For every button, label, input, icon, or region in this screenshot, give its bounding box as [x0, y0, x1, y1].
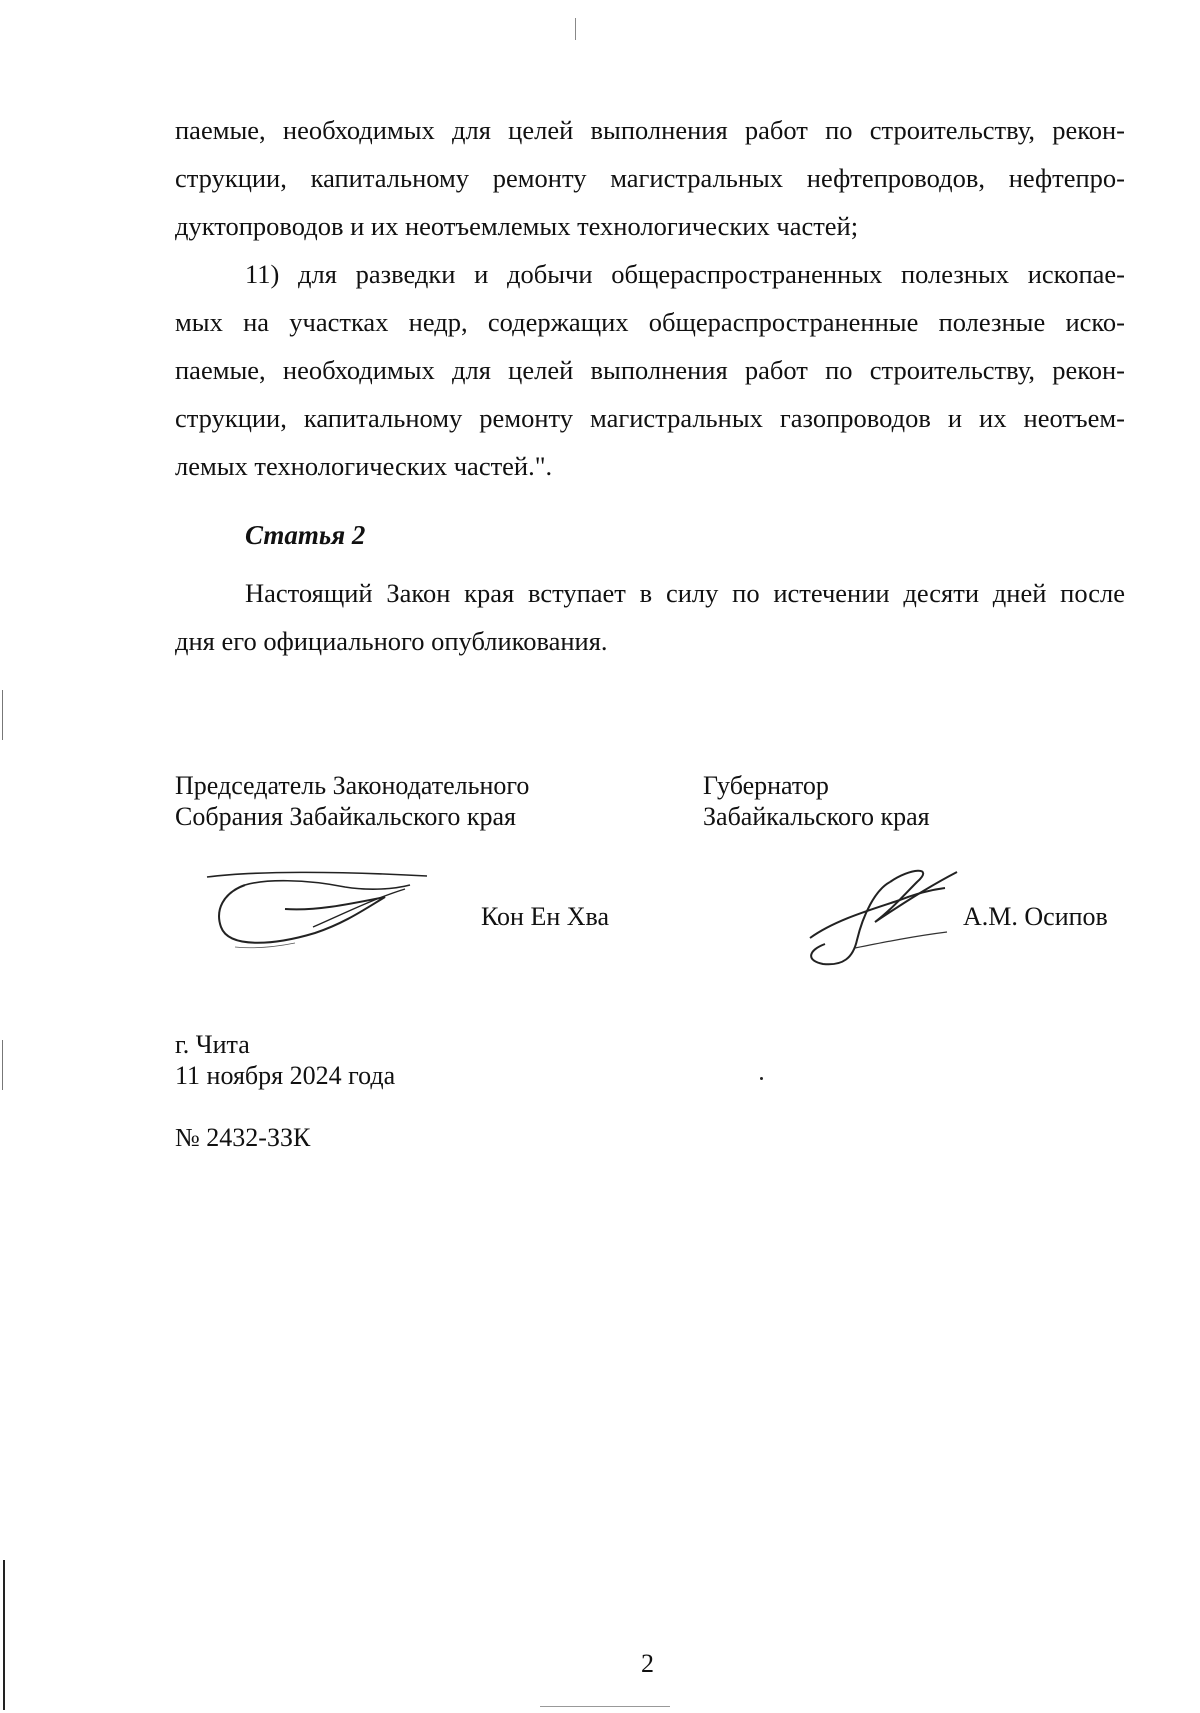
- scan-artifact: [2, 690, 3, 740]
- left-title-line2: Собрания Забайкальского края: [175, 802, 516, 831]
- document-number: № 2432-ЗЗК: [175, 1123, 311, 1152]
- paragraph-item-10: [175, 106, 1125, 250]
- text-line: струкции, капитальному ремонту магистральных газопроводов и их неотъем-: [175, 403, 1125, 433]
- text-line: струкции, капитальному ремонту магистральных нефтепроводов, нефтепро-: [175, 163, 1125, 193]
- text-line: 11) для разведки и добычи общераспространенных полезных ископае-: [245, 259, 1125, 289]
- paragraph-item-11: [175, 250, 1125, 490]
- right-title-line2: Забайкальского края: [703, 802, 930, 831]
- article-text: [175, 569, 1125, 665]
- text-line: Настоящий Закон края вступает в силу по истечении десяти дней после: [245, 578, 1125, 608]
- text-line: дня его официального опубликования.: [175, 626, 608, 656]
- right-signatory-name: А.М. Осипов: [963, 902, 1108, 931]
- place: г. Чита: [175, 1030, 250, 1059]
- date: 11 ноября 2024 года: [175, 1061, 396, 1090]
- text-line: паемые, необходимых для целей выполнения работ по строительству, рекон-: [175, 115, 1125, 145]
- text-line: мых на участках недр, содержащих общераспространенные полезные иско-: [175, 307, 1125, 337]
- scan-artifact: [575, 18, 576, 40]
- scan-artifact: [3, 1560, 5, 1710]
- text-line: паемые, необходимых для целей выполнения работ по строительству, рекон-: [175, 355, 1125, 385]
- scan-artifact: [760, 1077, 763, 1080]
- left-signature-image: [195, 865, 435, 965]
- left-signatory-title: [175, 770, 529, 832]
- article-title: Статья 2: [245, 520, 366, 550]
- text-line: дуктопроводов и их неотъемлемых технологических частей;: [175, 211, 859, 241]
- right-title-line1: Губернатор: [703, 771, 829, 800]
- page-number: 2: [641, 1649, 654, 1678]
- scan-artifact: [540, 1706, 670, 1707]
- text-line: лемых технологических частей.".: [175, 451, 553, 481]
- right-signatory-title: [703, 770, 930, 832]
- left-title-line1: Председатель Законодательного: [175, 771, 530, 800]
- scan-artifact: [2, 1040, 3, 1090]
- left-signatory-name: Кон Ен Хва: [481, 902, 610, 931]
- right-signature-image: [795, 860, 975, 970]
